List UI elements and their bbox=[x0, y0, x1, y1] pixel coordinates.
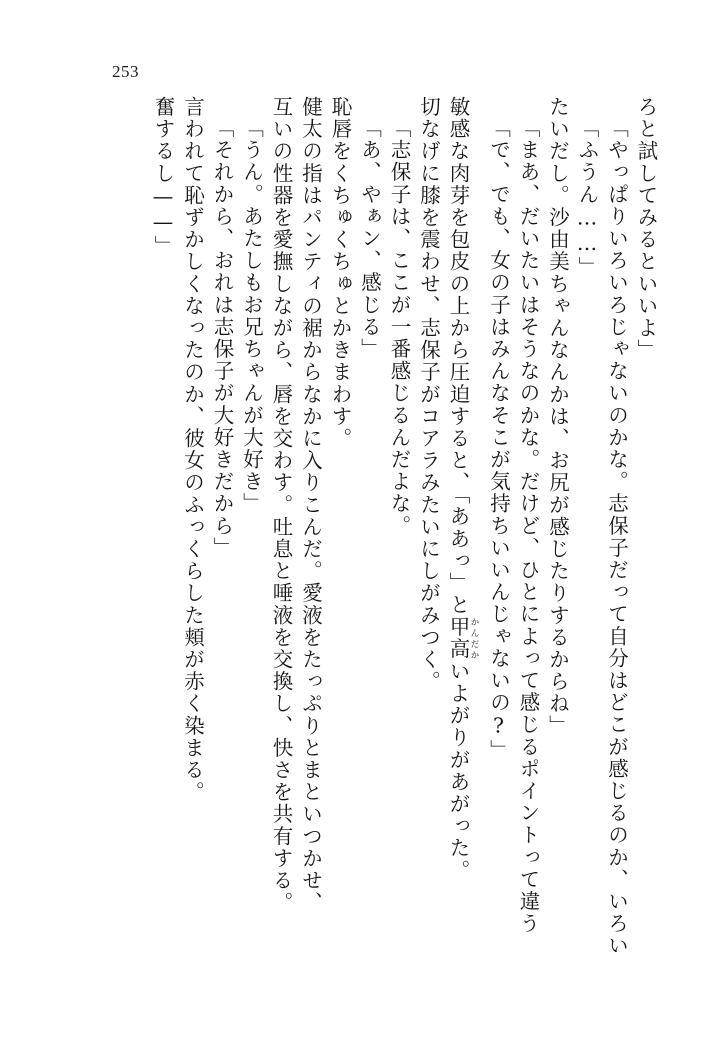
text-line: たいだし。沙由美ちゃんなんかは、お尻が感じたりするからね」 bbox=[545, 96, 570, 737]
text-line: 恥唇をくちゅくちゅとかきまわす。 bbox=[328, 96, 352, 450]
vertical-text-body bbox=[144, 96, 657, 986]
text-line: 「ふうん……」 bbox=[575, 117, 599, 279]
page-number: 253 bbox=[112, 62, 139, 81]
text-line-with-ruby: 敏感な肉芽を包皮の上から圧迫すると、「ああっ」と甲高 かんだかいよがりがあがった。 bbox=[446, 96, 479, 882]
text-line: 健太の指はパンティの裾からなかに入りこんだ。愛液をたっぷりとまといつかせ、 bbox=[298, 96, 323, 914]
text-line: 「それから、おれは志保子が大好きだから」 bbox=[210, 117, 234, 559]
text-line: 「うん。あたしもお兄ちゃんが大好き」 bbox=[239, 117, 264, 515]
text-line: 「まあ、だいたいはそうなのかな。だけど、ひとによって感じるポイントって違う bbox=[516, 117, 540, 935]
text-line: ろと試してみるといいよ」 bbox=[634, 96, 658, 362]
text-line: 互いの性器を愛撫しながら、唇を交わす。吐息と唾液を交換し、快さを共有する。 bbox=[269, 96, 293, 914]
ruby-annotation: 甲高 かんだか bbox=[446, 616, 479, 661]
text-line: 「で、でも、女の子はみんなそこが気持ちいいんじゃないの?」 bbox=[486, 117, 511, 762]
text-line: 言われて恥ずかしくなったのか、彼女のふっくらした頬が赤く染まる。 bbox=[180, 96, 205, 804]
text-line: 「志保子は、ここが一番感じるんだよな。 bbox=[387, 117, 411, 537]
text-line: 「やっぱりいろいろじゃないのかな。志保子だって自分はどこが感じるのか、いろい bbox=[604, 117, 629, 957]
text-line: 奮するし——」 bbox=[151, 96, 175, 258]
text-line: 「あ、やぁン、感じる」 bbox=[357, 117, 382, 361]
text-line: 切なげに膝を震わせ、志保子がコアラみたいにしがみつく。 bbox=[416, 96, 441, 693]
